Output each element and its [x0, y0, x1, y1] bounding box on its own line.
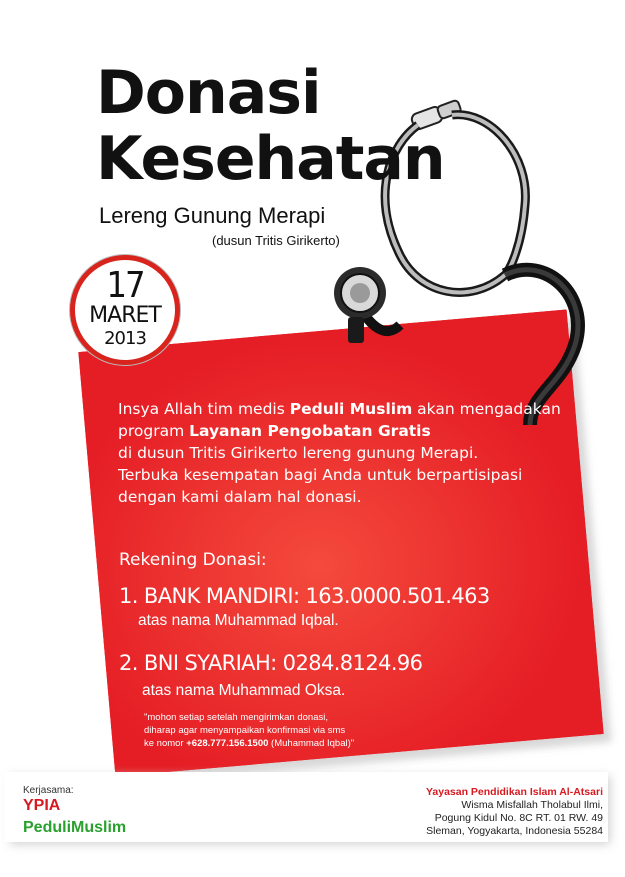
donation-label: Rekening Donasi: — [119, 550, 267, 570]
date-year: 2013 — [104, 328, 146, 349]
bni-syariah-account: 2. BNI SYARIAH: 0284.8124.96 — [119, 651, 423, 675]
confirmation-note: "mohon setiap setelah mengirimkan donasi, diharap agar menyampaikan konfirmasi via sms ke nomor +628.777.156.1500 (Muhammad Iqbal)" — [144, 712, 355, 749]
bni-syariah-holder: atas nama Muhammad Oksa. — [142, 682, 346, 699]
partner-ypia: YPIA — [23, 797, 61, 814]
organization-address — [426, 786, 603, 838]
program-highlight: Layanan Pengobatan Gratis — [189, 422, 431, 440]
partner-pedulimuslim: PeduliMuslim — [23, 819, 127, 836]
date-day: 17 — [106, 265, 144, 306]
location-note: (dusun Tritis Girikerto) — [212, 233, 340, 248]
announcement-line-1: Insya Allah tim medis Peduli Muslim akan mengadakan — [118, 400, 561, 418]
announcement-line-2: program Layanan Pengobatan Gratis — [118, 422, 431, 440]
title-line-1: Donasi — [96, 58, 321, 128]
title-line-2: Kesehatan — [96, 124, 445, 194]
organization-name: Yayasan Pendidikan Islam Al-Atsari — [425, 786, 603, 798]
subtitle: Lereng Gunung Merapi — [99, 203, 326, 228]
bank-mandiri-holder: atas nama Muhammad Iqbal. — [138, 612, 339, 629]
kerjasama-label: Kerjasama: — [23, 785, 74, 796]
announcement-line-4: Terbuka kesempatan bagi Anda untuk berpartisipasi — [118, 466, 523, 484]
announcement-line-3: di dusun Tritis Girikerto lereng gunung Merapi. — [118, 444, 479, 462]
bank-mandiri-account: 1. BANK MANDIRI: 163.0000.501.463 — [119, 584, 490, 608]
date-badge — [70, 255, 180, 365]
date-month: MARET — [89, 303, 161, 328]
peduli-muslim-highlight: Peduli Muslim — [289, 400, 413, 418]
sms-number: +628.777.156.1500 — [186, 738, 269, 749]
address-line-3: Sleman, Yogyakarta, Indonesia 55284 — [426, 825, 603, 837]
announcement-line-5: dengan kami dalam hal donasi. — [118, 488, 362, 506]
address-line-2: Pogung Kidul No. 8C RT. 01 RW. 49 — [434, 812, 603, 824]
announcement-text — [118, 398, 578, 508]
page-title — [96, 60, 445, 192]
address-line-1: Wisma Misfallah Tholabul Ilmi, — [461, 799, 603, 811]
